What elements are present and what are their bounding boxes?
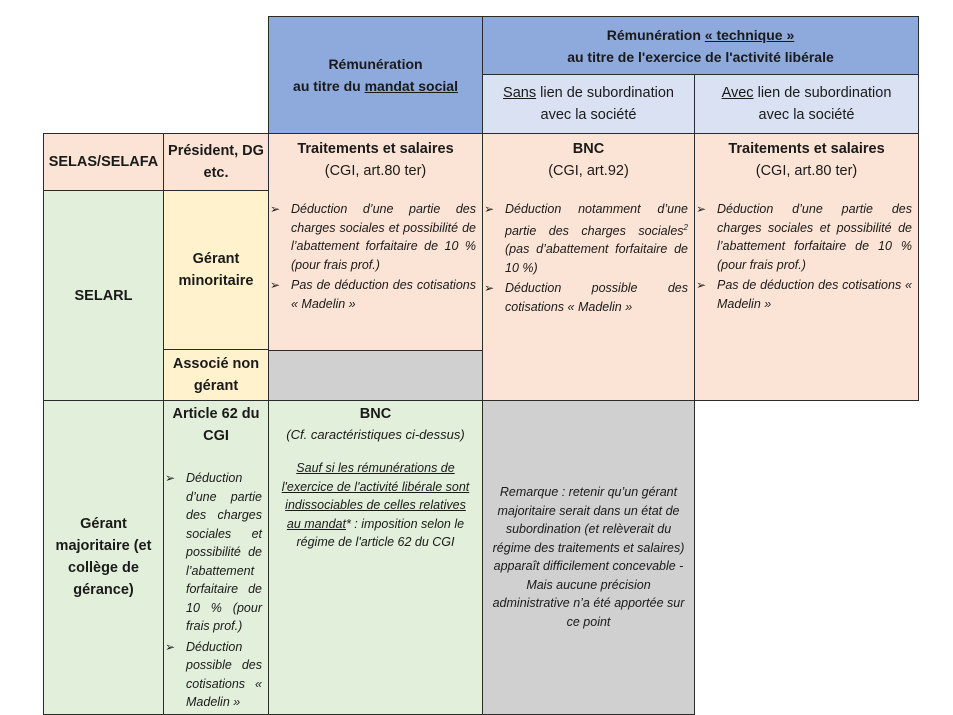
- arrow-bullet-icon: ➢: [165, 471, 176, 485]
- header-avec-line1: [695, 82, 918, 104]
- cell-traitements-mandat: [269, 134, 483, 351]
- cell-bnc2-note: [269, 459, 482, 552]
- list-item: [484, 200, 688, 277]
- header-technique-underlined: « technique »: [704, 26, 795, 43]
- arrow-bullet-icon: ➢: [270, 278, 281, 292]
- header-technique: [483, 17, 919, 75]
- row-label-president: Président, DG etc.: [164, 134, 269, 191]
- cell-ts1-bullet1-text: Déduction d’une partie des charges sociales et possibilité de l’abattement forfaitaire de 10 % (pour frais prof.): [291, 202, 476, 272]
- header-mandat-line1: Rémunération: [328, 56, 423, 72]
- list-item: [270, 276, 476, 313]
- list-item: [270, 200, 476, 274]
- row-label-gerant-minoritaire: Gérant minoritaire: [164, 191, 269, 350]
- cell-art62-bullet2-text: Déduction possible des cotisations « Madelin »: [186, 639, 262, 709]
- header-technique-line1: [483, 24, 918, 46]
- header-avec-underlined: Avec: [721, 85, 754, 101]
- footnote-marker: 2: [683, 222, 688, 232]
- cell-bnc1-bullet2-text: Déduction possible des cotisations « Madelin »: [505, 281, 688, 314]
- cell-associe-mandat-empty: [269, 351, 483, 401]
- arrow-bullet-icon: ➢: [270, 202, 281, 216]
- list-item: [696, 200, 912, 274]
- cell-bnc1-bullet1-post: (pas d’abattement forfaitaire de 10 %): [505, 242, 688, 275]
- list-item: [696, 276, 912, 313]
- row-label-associe-non-gerant: Associé non gérant: [164, 350, 269, 401]
- list-item: [484, 279, 688, 316]
- cell-ts1-ref: (CGI, art.80 ter): [324, 163, 427, 179]
- arrow-bullet-icon: ➢: [696, 278, 707, 292]
- header-avec-rest: lien de subordination: [753, 85, 892, 101]
- header-mandat-social: [269, 17, 483, 134]
- empty-corner: [44, 17, 269, 134]
- header-technique-line2: au titre de l'exercice de l'activité libérale: [567, 48, 834, 65]
- cell-ts1-bullets: [269, 200, 482, 313]
- row-label-selas: SELAS/SELAFA: [44, 134, 164, 191]
- cell-art62-bullet1-text: Déduction d’une partie des charges sociales et possibilité de l’abattement forfaitaire de 10 % (pour frais prof.): [186, 471, 262, 633]
- cell-bnc1-bullets: [483, 200, 694, 316]
- cell-bnc1-bullet1-text: Déduction notamment d’une partie des charges sociales: [505, 202, 688, 238]
- cell-bnc2-ref: (Cf. caractéristiques ci-dessus): [286, 427, 465, 442]
- cell-art62-title: Article 62 du CGI: [172, 406, 260, 444]
- header-mandat-line2: [269, 75, 482, 97]
- row-label-selarl: SELARL: [44, 191, 164, 401]
- cell-bnc1-ref: (CGI, art.92): [548, 163, 629, 179]
- cell-remarque: [483, 401, 695, 715]
- cell-bnc1-title: BNC: [572, 141, 605, 157]
- cell-bnc2-title: BNC: [359, 406, 392, 422]
- header-sans-underlined: Sans: [503, 85, 537, 101]
- cell-bnc2-note-rest: * : imposition selon le régime de l'article 62 du CGI: [296, 516, 465, 549]
- cell-ts2-title: Traitements et salaires: [728, 141, 885, 157]
- arrow-bullet-icon: ➢: [484, 202, 495, 216]
- cell-ts2-ref: (CGI, art.80 ter): [755, 163, 858, 179]
- header-avec-subordination: [695, 75, 919, 134]
- arrow-bullet-icon: ➢: [165, 639, 176, 654]
- cell-bnc-sans: [483, 134, 695, 401]
- list-item: [165, 638, 262, 712]
- cell-ts2-bullets: [695, 200, 918, 313]
- header-sans-rest: lien de subordination: [536, 85, 674, 101]
- taxation-table: [43, 16, 919, 715]
- header-mandat-pre: au titre du: [293, 78, 365, 94]
- header-sans-subordination: [483, 75, 695, 134]
- cell-ts1-bullet2-text: Pas de déduction des cotisations « Madelin »: [291, 278, 476, 311]
- cell-ts1-title: Traitements et salaires: [297, 141, 454, 157]
- cell-bnc2-note-underlined: Sauf si les rémunérations de l'exercice de l'activité libérale sont indissociables de celles relatives au mandat: [281, 461, 470, 531]
- arrow-bullet-icon: ➢: [484, 281, 495, 296]
- cell-article62: [164, 401, 269, 715]
- cell-traitements-avec: [695, 134, 919, 401]
- header-sans-line1: [483, 82, 694, 104]
- cell-remarque-text: Remarque : retenir qu’un gérant majoritaire serait dans un état de subordination (et relèverait du régime des traitements et salaires) apparaît difficilement concevable - Mais aucune précision administrative n’a été apportée sur ce point: [492, 485, 685, 629]
- header-technique-pre: Rémunération: [606, 26, 705, 43]
- arrow-bullet-icon: ➢: [696, 202, 707, 216]
- cell-ts2-bullet2-text: Pas de déduction des cotisations « Madelin »: [717, 278, 912, 311]
- row-label-gerant-majoritaire: Gérant majoritaire (et collège de gérance): [44, 401, 164, 715]
- header-avec-line2: avec la société: [758, 107, 855, 123]
- header-mandat-underlined: mandat social: [364, 78, 458, 94]
- cell-art62-bullets: [164, 469, 268, 712]
- list-item: [165, 469, 262, 636]
- cell-ts2-bullet1-text: Déduction d’une partie des charges sociales et possibilité de l’abattement forfaitaire de 10 % (pour frais prof.): [717, 202, 912, 272]
- cell-bnc-majoritaire: [269, 401, 483, 715]
- header-sans-line2: avec la société: [540, 107, 637, 123]
